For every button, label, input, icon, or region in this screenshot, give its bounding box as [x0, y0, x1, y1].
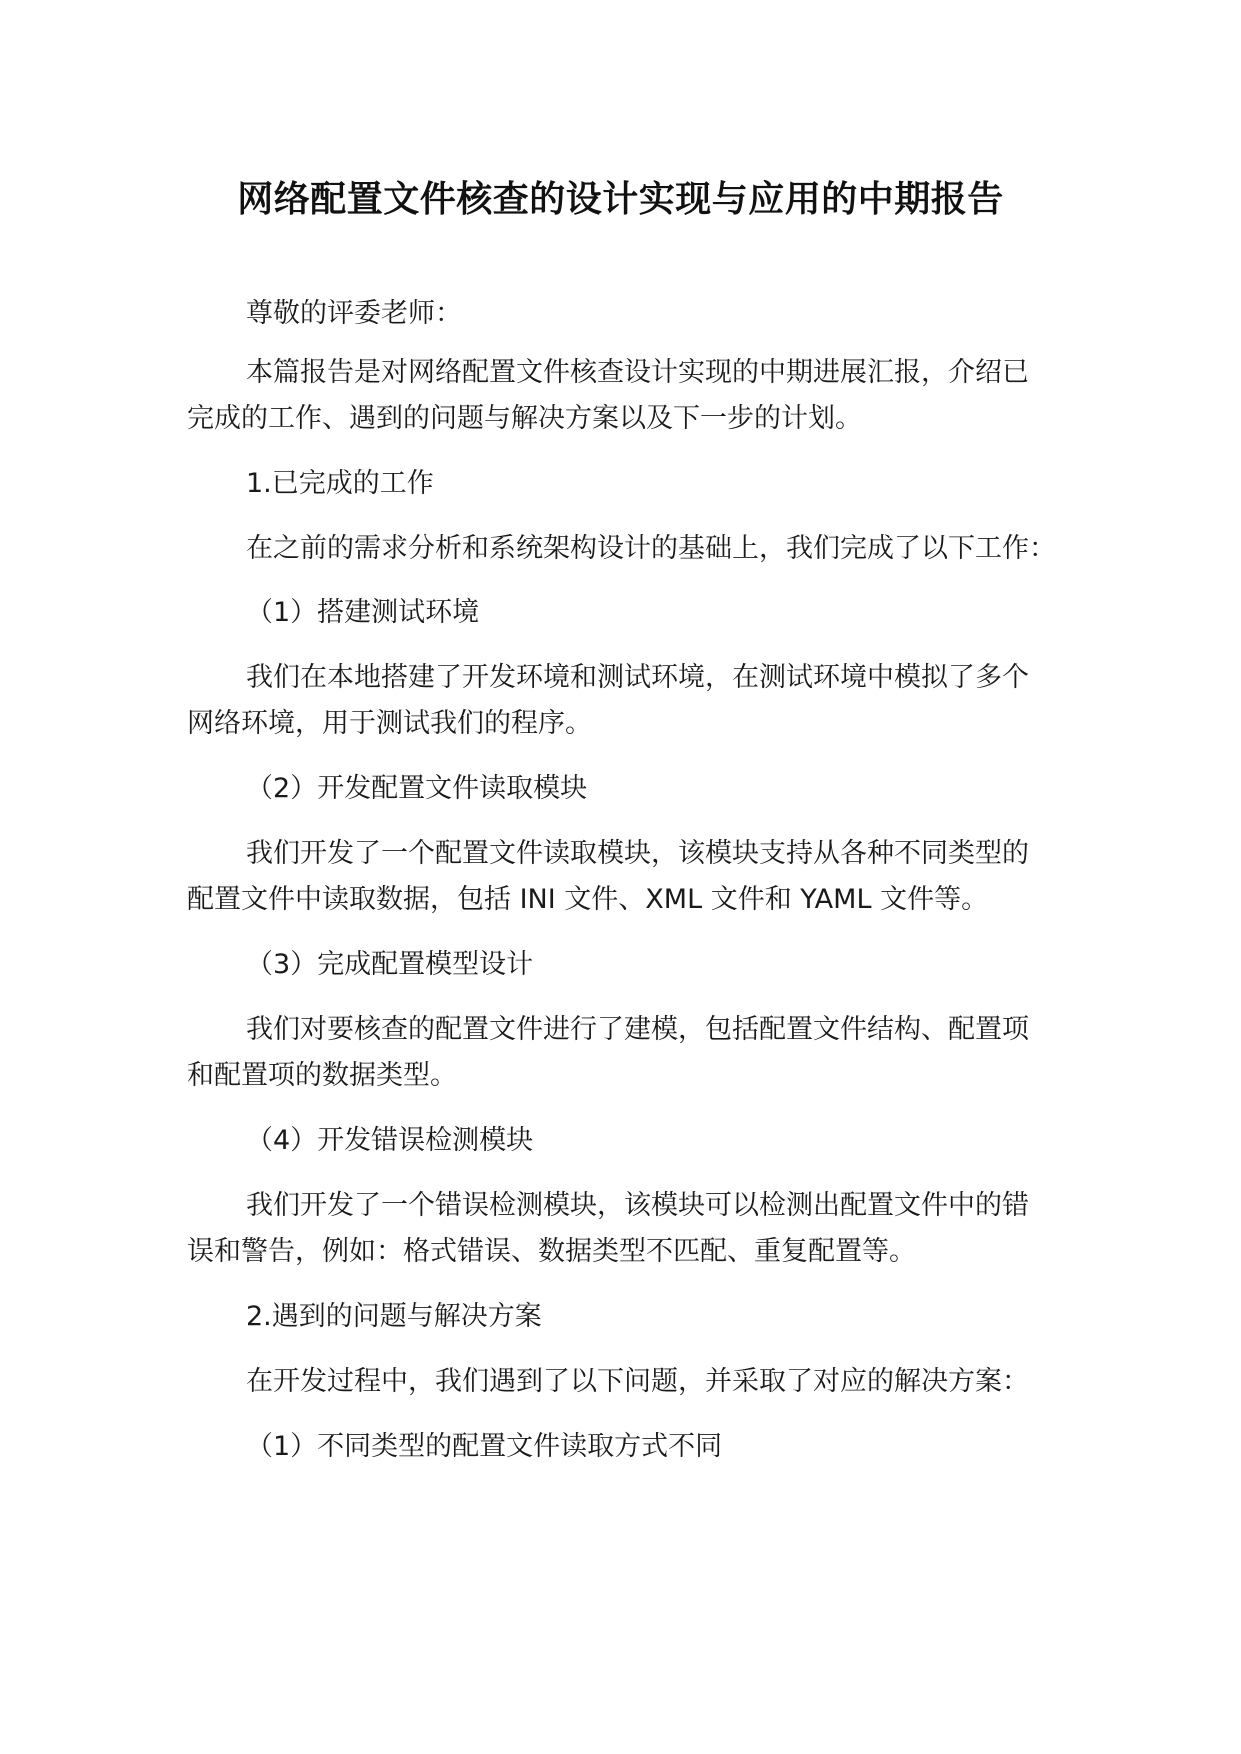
- problem-1-heading: （1）不同类型的配置文件读取方式不同: [246, 1431, 723, 1462]
- item-1-line-2: 网络环境，用于测试我们的程序。: [187, 708, 592, 739]
- document-title: 网络配置文件核查的设计实现与应用的中期报告: [237, 179, 1004, 220]
- item-2-heading: （2）开发配置文件读取模块: [246, 773, 588, 804]
- item-1-heading: （1）搭建测试环境: [246, 597, 480, 628]
- item-3-heading: （3）完成配置模型设计: [246, 949, 534, 980]
- section-1-lead: 在之前的需求分析和系统架构设计的基础上，我们完成了以下工作：: [246, 533, 1056, 564]
- section-2-lead: 在开发过程中，我们遇到了以下问题，并采取了对应的解决方案：: [246, 1366, 1029, 1397]
- item-4-line-1: 我们开发了一个错误检测模块，该模块可以检测出配置文件中的错: [246, 1190, 1029, 1221]
- item-4-heading: （4）开发错误检测模块: [246, 1125, 534, 1156]
- item-3-line-2: 和配置项的数据类型。: [187, 1060, 457, 1091]
- section-1-heading: 1.已完成的工作: [246, 468, 434, 499]
- greeting: 尊敬的评委老师：: [246, 298, 462, 329]
- item-2-line-2: 配置文件中读取数据，包括 INI 文件、XML 文件和 YAML 文件等。: [187, 884, 989, 915]
- intro-line-1: 本篇报告是对网络配置文件核查设计实现的中期进展汇报，介绍已: [246, 357, 1029, 388]
- section-2-heading: 2.遇到的问题与解决方案: [246, 1301, 542, 1332]
- item-4-line-2: 误和警告，例如：格式错误、数据类型不匹配、重复配置等。: [187, 1236, 916, 1267]
- item-3-line-1: 我们对要核查的配置文件进行了建模，包括配置文件结构、配置项: [246, 1014, 1029, 1045]
- item-2-line-1: 我们开发了一个配置文件读取模块，该模块支持从各种不同类型的: [246, 838, 1029, 869]
- item-1-line-1: 我们在本地搭建了开发环境和测试环境，在测试环境中模拟了多个: [246, 662, 1029, 693]
- intro-line-2: 完成的工作、遇到的问题与解决方案以及下一步的计划。: [187, 403, 862, 434]
